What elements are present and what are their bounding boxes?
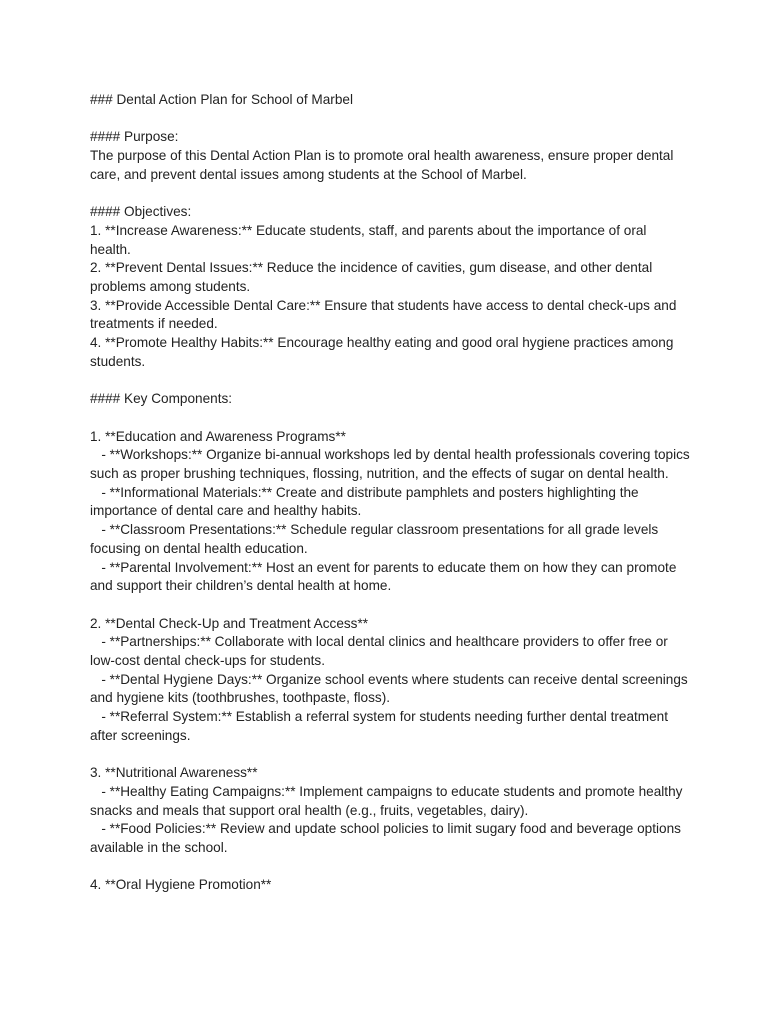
component-item: - **Food Policies:** Review and update school policies to limit sugary food and beverage options available in the school. — [90, 821, 685, 856]
purpose-text: The purpose of this Dental Action Plan is to promote oral health awareness, ensure proper dental care, and prevent dental issues among students at the School of Marbel. — [90, 148, 678, 182]
document-title: ### Dental Action Plan for School of Marbel — [90, 92, 353, 107]
component-item: - **Classroom Presentations:** Schedule regular classroom presentations for all grade levels focusing on dental health education. — [90, 522, 662, 556]
component-item: - **Partnerships:** Collaborate with local dental clinics and healthcare providers to offer free or low-cost dental check-ups for students. — [90, 634, 672, 669]
document-body — [90, 91, 694, 895]
spacer — [90, 858, 690, 877]
purpose-heading: #### Purpose: — [90, 129, 179, 145]
component-title: 1. **Education and Awareness Programs** — [90, 428, 346, 444]
component-item: - **Referral System:** Establish a referral system for students needing further dental treatment after screenings. — [90, 709, 672, 743]
component-item: - **Healthy Eating Campaigns:** Implement campaigns to educate students and promote healthy snacks and meals that support oral health (e.g., fruits, vegetables, dairy). — [90, 783, 687, 818]
component-item: - **Parental Involvement:** Host an event for parents to educate them on how they can promote and support their children’s dental health at home. — [90, 559, 681, 594]
component-title: 2. **Dental Check-Up and Treatment Access** — [90, 615, 369, 631]
spacer — [90, 185, 690, 204]
component-item: - **Informational Materials:** Create and distribute pamphlets and posters highlighting the importance of dental care and healthy habits. — [90, 484, 643, 519]
component-item: - **Workshops:** Organize bi-annual workshops led by dental health professionals covering topics such as proper brushing techniques, flossing, nutrition, and the effects of sugar on dental health. — [90, 447, 694, 481]
spacer — [90, 746, 690, 765]
components-heading: #### Key Components: — [90, 391, 233, 407]
objective-item: 3. **Provide Accessible Dental Care:** Ensure that students have access to dental check-ups and treatments if needed. — [90, 297, 681, 332]
spacer — [90, 110, 690, 129]
objective-item: 2. **Prevent Dental Issues:** Reduce the incidence of cavities, gum disease, and other dental problems among students. — [90, 260, 656, 294]
component-title: 4. **Oral Hygiene Promotion** — [90, 877, 272, 893]
objectives-heading: #### Objectives: — [90, 204, 192, 220]
component-title: 3. **Nutritional Awareness** — [90, 765, 258, 781]
objective-item: 4. **Promote Healthy Habits:** Encourage healthy eating and good oral hygiene practices among students. — [90, 335, 678, 369]
spacer — [90, 409, 690, 428]
spacer — [90, 596, 690, 615]
spacer — [90, 372, 690, 391]
objective-item: 1. **Increase Awareness:** Educate students, staff, and parents about the importance of oral health. — [90, 222, 651, 257]
component-item: - **Dental Hygiene Days:** Organize school events where students can receive dental screenings and hygiene kits (toothbrushes, toothpaste, floss). — [90, 671, 692, 706]
